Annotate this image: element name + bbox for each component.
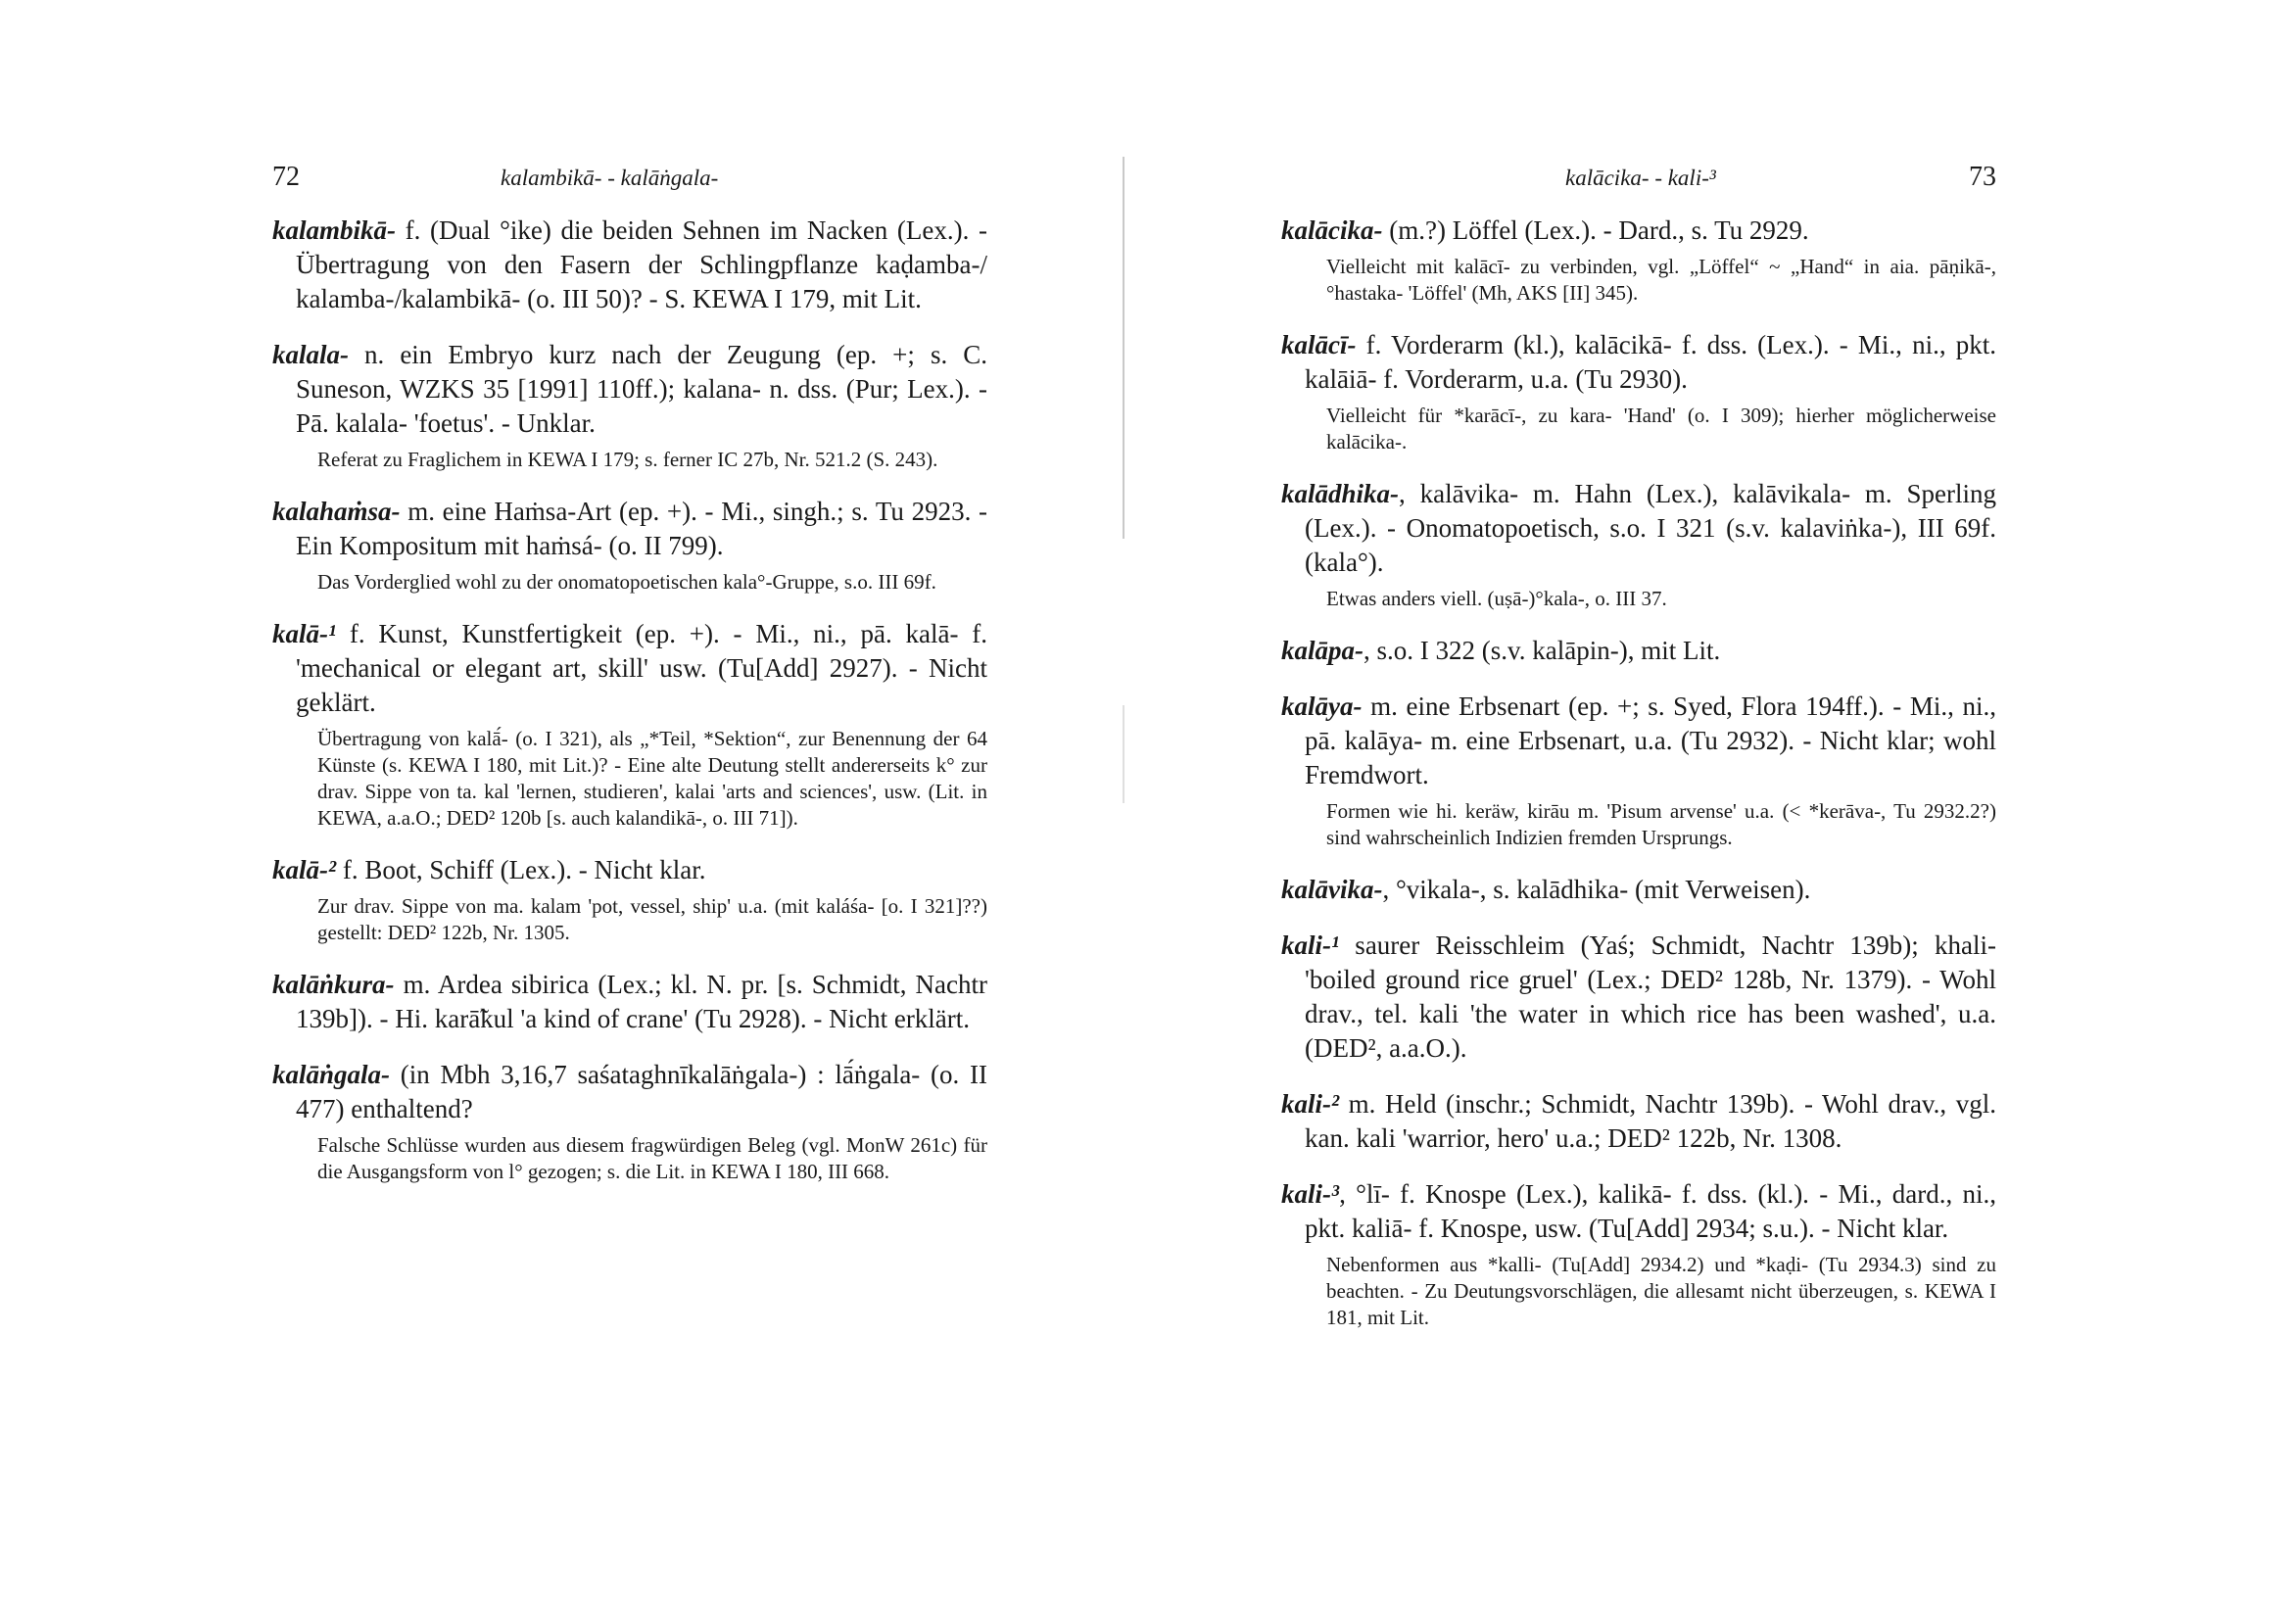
entry-definition: saurer Reisschleim (Yaś; Schmidt, Nachtr 139b); khali- 'boiled ground rice gruel' (Lex.; DED² 128b, Nr. 1379). - Wohl drav., tel. kali 'the water in which rice has been washed', u.a. (DED², a.a.O.). [1305,930,1996,1063]
dictionary-entry [272,338,987,473]
entry-lemma: kalahaṁsa- [272,497,401,526]
running-head-title: kalambikā- - kalāṅgala- [501,166,719,190]
entry-definition: m. Held (inschr.; Schmidt, Nachtr 139b). - Wohl drav., vgl. kan. kali 'warrior, hero' u.a.; DED² 122b, Nr. 1308. [1305,1089,1996,1153]
entry-definition: f. Vorderarm (kl.), kalācikā- f. dss. (Lex.). - Mi., ni., pkt. kalāiā- f. Vorderarm, u.a. (Tu 2930). [1305,330,1996,394]
entry-lemma: kalācī- [1281,330,1357,359]
page-number: 73 [1969,162,1996,192]
running-head-title: kalācika- - kali-³ [1565,166,1716,190]
entry-definition: , s.o. I 322 (s.v. kalāpin-), mit Lit. [1363,636,1721,665]
book-gutter-line [1123,157,1124,539]
entry-definition: , °vikala-, s. kalādhika- (mit Verweisen). [1382,875,1811,904]
entry-lemma: kalāvika- [1281,875,1383,904]
dictionary-entry [272,968,987,1036]
entry-definition: , kalāvika- m. Hahn (Lex.), kalāvikala- m. Sperling (Lex.). - Onomatopoetisch, s.o. I 321 (s.v. kalaviṅka-), III 69f. (kala°). [1305,479,1996,577]
entry-note: Referat zu Fraglichem in KEWA I 179; s. ferner IC 27b, Nr. 521.2 (S. 243). [317,448,938,471]
entry-lemma: kalā-² [272,855,337,884]
entry-definition: (in Mbh 3,16,7 saśataghnīkalāṅgala-) : lā́ṅgala- (o. II 477) enthaltend? [296,1060,987,1123]
dictionary-entry [272,1058,987,1185]
entry-list [272,214,987,1207]
entry-note: Formen wie hi. keräw, kirāu m. 'Pisum arvense' u.a. (< *kerāva-, Tu 2932.2?) sind wahrscheinlich Indizien fremden Ursprungs. [1326,799,1996,849]
entry-lemma: kali-¹ [1281,930,1340,960]
entry-note: Nebenformen aus *kalli- (Tu[Add] 2934.2) und *kaḍi- (Tu 2934.3) sind zu beachten. - Zu Deutungsvorschlägen, die allesamt nicht überzeugen, s. KEWA I 181, mit Lit. [1326,1253,1996,1329]
entry-lemma: kalāṅgala- [272,1060,391,1089]
dictionary-entry [1281,873,1996,907]
dictionary-entry [272,617,987,832]
entry-lemma: kalala- [272,340,349,369]
entry-definition: , °lī- f. Knospe (Lex.), kalikā- f. dss. (kl.). - Mi., dard., ni., pkt. kaliā- f. Knospe, usw. (Tu[Add] 2934; s.u.). - Nicht klar. [1305,1179,1996,1243]
entry-lemma: kalā-¹ [272,619,337,648]
dictionary-entry [1281,1087,1996,1156]
entry-note: Falsche Schlüsse wurden aus diesem fragwürdigen Beleg (vgl. MonW 261c) für die Ausgangsform von l° gezogen; s. die Lit. in KEWA I 180, III 668. [317,1133,987,1183]
running-head [1281,162,1996,195]
dictionary-entry [1281,690,1996,851]
entry-lemma: kali-³ [1281,1179,1340,1209]
dictionary-entry [272,495,987,596]
entry-note: Zur drav. Sippe von ma. kalam 'pot, vessel, ship' u.a. (mit kaláśa- [o. I 321]??) gestellt: DED² 122b, Nr. 1305. [317,894,987,944]
entry-definition: n. ein Embryo kurz nach der Zeugung (ep. +; s. C. Suneson, WZKS 35 [1991] 110ff.); kalana- n. dss. (Pur; Lex.). - Pā. kalala- 'foetus'. - Unklar. [296,340,987,438]
entry-lemma: kalāpa- [1281,636,1363,665]
entry-note: Etwas anders viell. (uṣā-)°kala-, o. III 37. [1326,587,1667,610]
entry-definition: m. eine Erbsenart (ep. +; s. Syed, Flora 194ff.). - Mi., ni., pā. kalāya- m. eine Erbsenart, u.a. (Tu 2932). - Nicht klar; wohl Fremdwort. [1305,692,1996,789]
entry-definition: f. Kunst, Kunstfertigkeit (ep. +). - Mi., ni., pā. kalā- f. 'mechanical or elegant art, skill' usw. (Tu[Add] 2927). - Nicht geklärt. [296,619,987,717]
entry-lemma: kalambikā- [272,215,396,245]
dictionary-entry [1281,328,1996,455]
entry-lemma: kalāya- [1281,692,1363,721]
running-head [272,162,987,195]
entry-note: Vielleicht mit kalācī- zu verbinden, vgl. „Löffel“ ~ „Hand“ in aia. pāṇikā-, °hastaka- 'Löffel' (Mh, AKS [II] 345). [1326,255,1996,305]
entry-note: Das Vorderglied wohl zu der onomatopoetischen kala°-Gruppe, s.o. III 69f. [317,570,936,594]
entry-definition: (m.?) Löffel (Lex.). - Dard., s. Tu 2929. [1382,215,1809,245]
dictionary-entry [1281,929,1996,1066]
dictionary-entry [272,853,987,946]
entry-definition: f. Boot, Schiff (Lex.). - Nicht klar. [336,855,706,884]
book-gutter-line [1123,705,1124,803]
dictionary-entry [1281,634,1996,668]
entry-note: Vielleicht für *karācī-, zu kara- 'Hand' (o. I 309); hierher möglicherweise kalācika-. [1326,404,1996,453]
entry-lemma: kali-² [1281,1089,1340,1119]
entry-list [1281,214,1996,1353]
entry-lemma: kalācika- [1281,215,1383,245]
entry-note: Übertragung von kalā́- (o. I 321), als „*Teil, *Sektion“, zur Benennung der 64 Künste (s. KEWA I 180, mit Lit.)? - Eine alte Deutung stellt andererseits k° zur drav. Sippe von ta. kal 'lernen, studieren', kalai 'arts and sciences', usw. (Lit. in KEWA, a.a.O.; DED² 120b [s. auch kalandikā-, o. III 71]). [317,727,987,830]
entry-definition: m. Ardea sibirica (Lex.; kl. N. pr. [s. Schmidt, Nachtr 139b]). - Hi. karā̃kul 'a kind of crane' (Tu 2928). - Nicht erklärt. [296,970,987,1033]
dictionary-entry [1281,477,1996,612]
dictionary-entry [1281,1177,1996,1331]
dictionary-entry [272,214,987,316]
entry-definition: f. (Dual °ike) die beiden Sehnen im Nacken (Lex.). - Übertragung von den Fasern der Schlingpflanze kaḍamba-/ kalamba-/kalambikā- (o. III 50)? - S. KEWA I 179, mit Lit. [296,215,987,313]
entry-lemma: kalādhika- [1281,479,1400,508]
entry-definition: m. eine Haṁsa-Art (ep. +). - Mi., singh.; s. Tu 2923. - Ein Kompositum mit haṁsá- (o. II 799). [296,497,987,560]
dictionary-entry [1281,214,1996,307]
entry-lemma: kalāṅkura- [272,970,395,999]
page-number: 72 [272,162,300,192]
